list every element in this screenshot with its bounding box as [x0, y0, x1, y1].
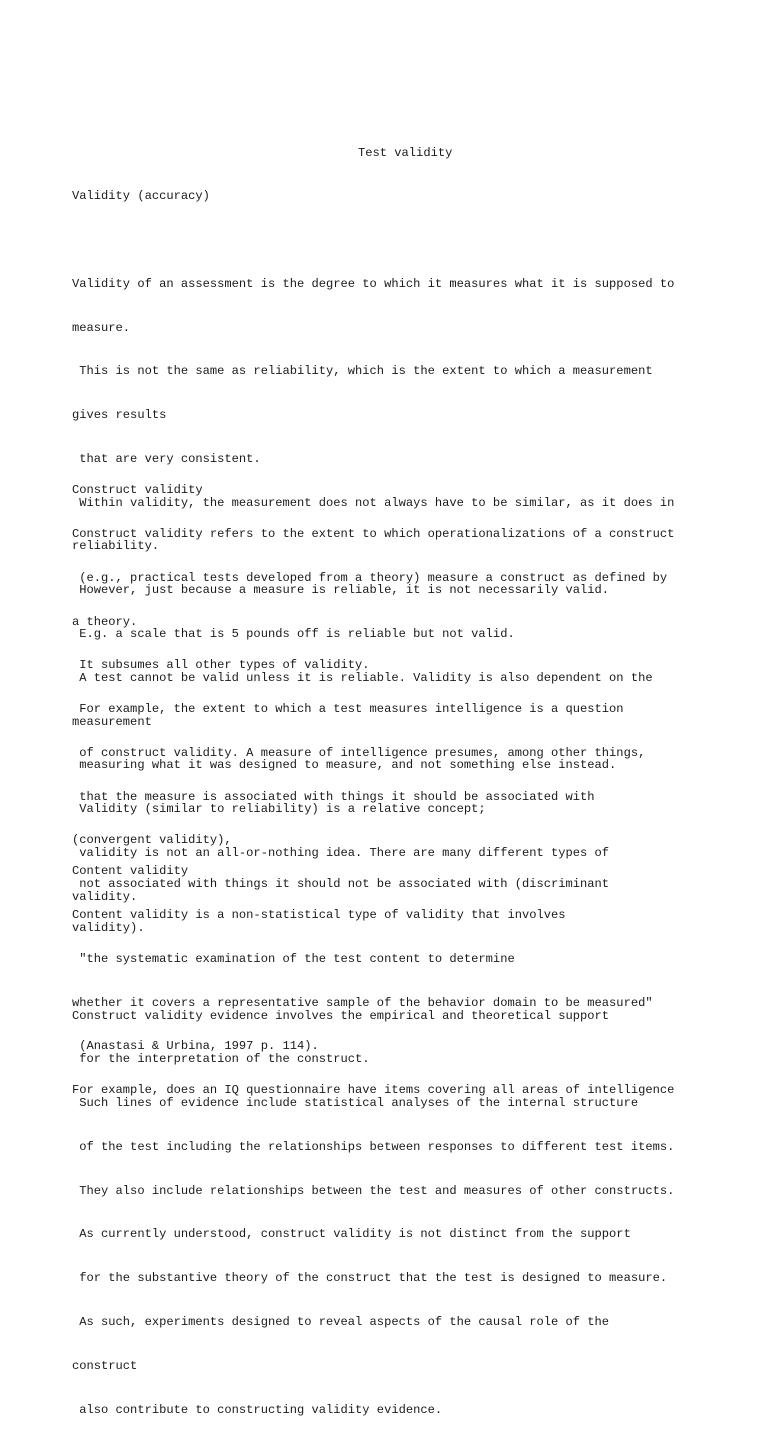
- text-line: Validity of an assessment is the degree to which it measures what it is supposed to: [72, 276, 675, 291]
- text-line: not associated with things it should not be associated with (discriminant: [72, 877, 610, 892]
- text-line: For example, the extent to which a test measures intelligence is a question: [72, 702, 624, 717]
- text-line: Validity (similar to reliability) is a relative concept;: [72, 802, 486, 817]
- text-line: It subsumes all other types of validity.: [72, 658, 370, 673]
- text-line: They also include relationships between the test and measures of other constructs.: [72, 1183, 675, 1198]
- blank-line: [72, 233, 674, 248]
- text-line: validity).: [72, 921, 145, 935]
- text-line: (Anastasi & Urbina, 1997 p. 114).: [72, 1039, 319, 1054]
- text-line: that the measure is associated with things it should be associated with: [72, 789, 595, 804]
- section-heading: Validity (accuracy): [72, 189, 210, 204]
- text-line: for the interpretation of the construct.: [72, 1052, 370, 1067]
- text-line: A test cannot be valid unless it is reliable. Validity is also dependent on the: [72, 670, 653, 685]
- section-heading: Content validity: [72, 864, 189, 879]
- text-line: whether it covers a representative sample of the behavior domain to be measured": [72, 995, 653, 1010]
- text-line: construct: [72, 1358, 138, 1373]
- text-line: for the substantive theory of the construct that the test is designed to measure.: [72, 1271, 668, 1286]
- text-line: gives results: [72, 408, 167, 423]
- text-line: measuring what it was designed to measure, and not something else instead.: [72, 758, 617, 773]
- text-line: (e.g., practical tests developed from a theory) measure a construct as defined by: [72, 570, 668, 585]
- text-line: Construct validity evidence involves the empirical and theoretical support: [72, 1008, 610, 1023]
- text-line: a theory.: [72, 614, 138, 629]
- text-line: This is not the same as reliability, which is the extent to which a measurement: [72, 364, 653, 379]
- text-line: validity is not an all-or-nothing idea. There are many different types of: [72, 845, 610, 860]
- text-line: "the systematic examination of the test content to determine: [72, 951, 515, 966]
- text-line: However, just because a measure is reliable, it is not necessarily valid.: [72, 583, 610, 598]
- section-heading: Construct validity: [72, 483, 203, 498]
- text-line: of construct validity. A measure of intelligence presumes, among other things,: [72, 745, 646, 760]
- text-line: reliability.: [72, 539, 160, 554]
- document-title: Test validity: [358, 146, 453, 160]
- text-line: Construct validity refers to the extent to which operationalizations of a construct: [72, 526, 675, 541]
- text-line: Such lines of evidence include statistical analyses of the internal structure: [72, 1096, 639, 1111]
- text-line: E.g. a scale that is 5 pounds off is reliable but not valid.: [72, 627, 515, 641]
- text-line: measure.: [72, 320, 131, 335]
- text-line: (convergent validity),: [72, 833, 232, 848]
- text-line: that are very consistent.: [72, 451, 261, 466]
- text-line: Content validity is a non-statistical type of validity that involves: [72, 907, 566, 922]
- text-line: validity.: [72, 889, 138, 904]
- text-line: measurement: [72, 714, 152, 729]
- text-line: of the test including the relationships between responses to different test items.: [72, 1139, 675, 1154]
- text-line: As currently understood, construct validity is not distinct from the support: [72, 1227, 631, 1242]
- text-line: As such, experiments designed to reveal aspects of the causal role of the: [72, 1315, 610, 1330]
- text-line: For example, does an IQ questionnaire have items covering all areas of intelligence: [72, 1083, 675, 1098]
- section-content-validity: [72, 835, 674, 1127]
- text-line: also contribute to constructing validity evidence.: [72, 1402, 443, 1417]
- text-line: Within validity, the measurement does not always have to be similar, as it does in: [72, 495, 675, 510]
